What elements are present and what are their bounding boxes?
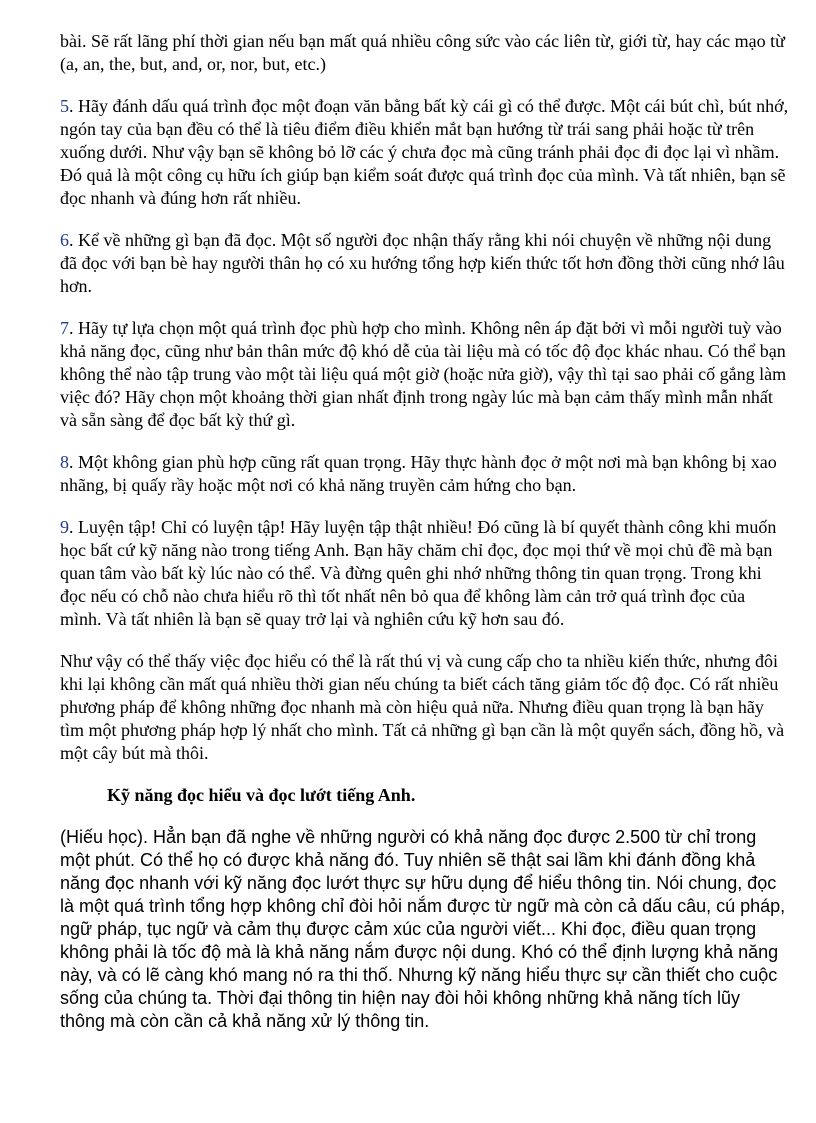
paragraph-text: . Một không gian phù hợp cũng rất quan trọng. Hãy thực hành đọc ở một nơi mà bạn không bị xao nhãng, bị quấy rầy hoặc một nơi có khả năng truyền cảm hứng cho bạn. xyxy=(60,452,777,495)
paragraph-text: . Hãy tự lựa chọn một quá trình đọc phù hợp cho mình. Không nên áp đặt bởi vì mỗi người tuỳ vào khả năng đọc, cũng như bản thân mức độ khó dễ của tài liệu mà có tốc độ đọc khác nhau. Có thể bạn không thể nào tập trung vào một tài liệu quá một giờ (hoặc nửa giờ), vậy thì tại sao phải cố gắng làm việc đó? Hãy chọn một khoảng thời gian nhất định trong ngày lúc mà bạn cảm thấy mình mẫn nhất và sẵn sàng để đọc bất kỳ thứ gì. xyxy=(60,318,787,430)
section-body: (Hiếu học). Hẳn bạn đã nghe về những người có khả năng đọc được 2.500 từ chỉ trong một phút. Có thể họ có được khả năng đó. Tuy nhiên sẽ thật sai lầm khi đánh đồng khả năng đọc nhanh với kỹ năng đọc lướt thực sự hữu dụng để hiểu thông tin. Nói chung, đọc là một quá trình tổng hợp không chỉ đòi hỏi nắm được từ ngữ mà còn cả dấu câu, cú pháp, ngữ pháp, tục ngữ và cảm thụ được cảm xúc của người viết... Khi đọc, điều quan trọng không phải là tốc độ mà là khả năng nắm được nội dung. Khó có thể định lượng khả năng này, và có lẽ càng khó mang nó ra thi thố. Nhưng kỹ năng hiểu thực sự cần thiết cho cuộc sống của chúng ta. Thời đại thông tin hiện nay đòi hỏi không những khả năng tích lũy thông mà còn cần cả khả năng xử lý thông tin. xyxy=(60,827,786,1031)
paragraph-conclusion xyxy=(60,650,790,765)
paragraph-tip-7 xyxy=(60,317,790,432)
paragraph-tip-9 xyxy=(60,516,790,631)
paragraph-text: . Hãy đánh dấu quá trình đọc một đoạn văn bằng bất kỳ cái gì có thể được. Một cái bút chì, bút nhớ, ngón tay của bạn đều có thể là tiêu điểm điều khiển mắt bạn hướng từ trái sang phải hoặc từ trên xuống dưới. Như vậy bạn sẽ không bỏ lỡ các ý chưa đọc mà cũng tránh phải đọc đi đọc lại vì nhầm. Đó quả là một công cụ hữu ích giúp bạn kiểm soát được quá trình đọc của mình. Và tất nhiên, bạn sẽ đọc nhanh và đúng hơn rất nhiều. xyxy=(60,96,789,208)
paragraph-text: bài. Sẽ rất lãng phí thời gian nếu bạn mất quá nhiều công sức vào các liên từ, giới từ, hay các mạo từ (a, an, the, but, and, or, nor, but, etc.) xyxy=(60,31,785,74)
tip-number: 9 xyxy=(60,517,69,537)
tip-number: 8 xyxy=(60,452,69,472)
tip-number: 6 xyxy=(60,230,69,250)
document-page xyxy=(60,30,790,1033)
paragraph-text: Như vậy có thể thấy việc đọc hiểu có thể là rất thú vị và cung cấp cho ta nhiều kiến thức, nhưng đôi khi lại không cần mất quá nhiều thời gian nếu chúng ta biết cách tăng giảm tốc độ đọc. Có rất nhiều phương pháp để không những đọc nhanh mà còn hiệu quả nữa. Nhưng điều quan trọng là bạn hãy tìm một phương pháp hợp lý nhất cho mình. Tất cả những gì bạn cần là một quyển sách, đồng hồ, và một cây bút mà thôi. xyxy=(60,651,785,763)
paragraph-tip-8 xyxy=(60,451,790,497)
paragraph-tip-5 xyxy=(60,95,790,210)
paragraph-text: . Luyện tập! Chỉ có luyện tập! Hãy luyện tập thật nhiều! Đó cũng là bí quyết thành công khi muốn học bất cứ kỹ năng nào trong tiếng Anh. Bạn hãy chăm chỉ đọc, đọc mọi thứ về mọi chủ đề mà bạn quan tâm vào bất kỳ lúc nào có thể. Và đừng quên ghi nhớ những thông tin quan trọng. Trong khi đọc nếu có chỗ nào chưa hiểu rõ thì tốt nhất nên bỏ qua để không làm cản trở quá trình đọc của mình. Và tất nhiên là bạn sẽ quay trở lại và nghiên cứu kỹ hơn sau đó. xyxy=(60,517,777,629)
paragraph-text: . Kể về những gì bạn đã đọc. Một số người đọc nhận thấy rằng khi nói chuyện về những nội dung đã đọc với bạn bè hay người thân họ có xu hướng tổng hợp kiến thức tốt hơn đồng thời cũng nhớ lâu hơn. xyxy=(60,230,785,296)
paragraph-tip-6 xyxy=(60,229,790,298)
tip-number: 5 xyxy=(60,96,69,116)
tip-number: 7 xyxy=(60,318,69,338)
section-heading: Kỹ năng đọc hiểu và đọc lướt tiếng Anh. xyxy=(107,785,416,805)
paragraph-intro-continuation xyxy=(60,30,790,76)
